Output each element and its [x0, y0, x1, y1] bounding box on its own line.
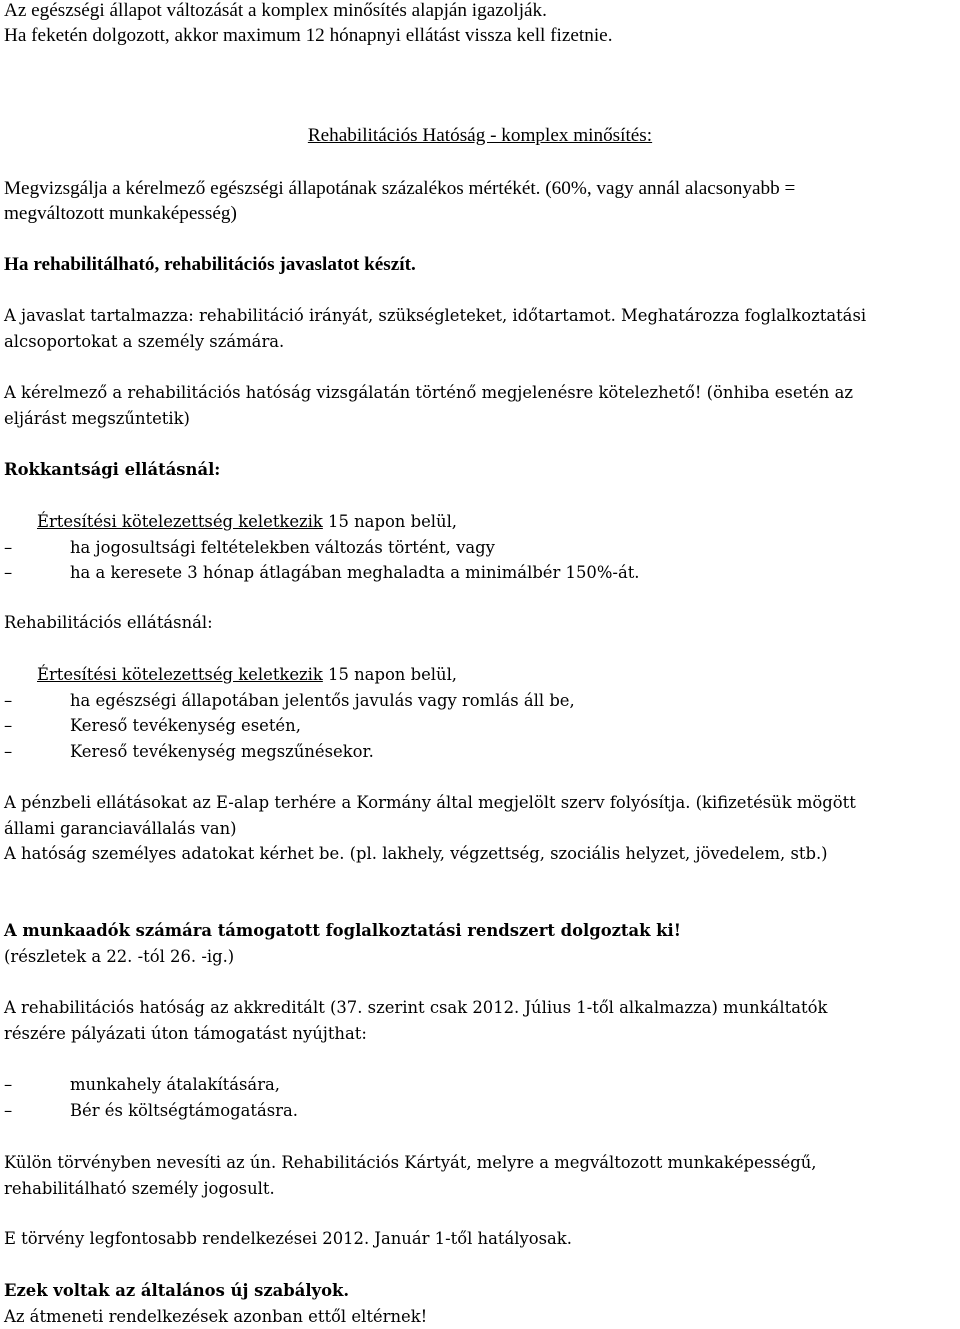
closing-bold: Ezek voltak az általános új szabályok.	[4, 1278, 956, 1304]
list-item	[4, 1072, 956, 1098]
list-item	[4, 739, 956, 765]
list-item-text: munkahely átalakítására,	[70, 1075, 280, 1094]
dash-marker: –	[4, 739, 12, 765]
disability-obligation-rest: 15 napon belül,	[323, 512, 457, 531]
rehab-obligation-rest: 15 napon belül,	[323, 665, 457, 684]
dash-marker: –	[4, 535, 12, 561]
appearance-line-2: eljárást megszűntetik)	[4, 406, 956, 432]
dash-marker: –	[4, 713, 12, 739]
list-item-text: Kereső tevékenység esetén,	[70, 716, 301, 735]
list-item-text: Kereső tevékenység megszűnésekor.	[70, 742, 374, 761]
intro-line-1: Az egészségi állapot változását a komplex minősítés alapján igazolják.	[4, 0, 956, 23]
appearance-line-1: A kérelmező a rehabilitációs hatóság vizsgálatán történő megjelenésre kötelezhető! (önhiba esetén az	[4, 380, 956, 406]
funding-line-1: A pénzbeli ellátásokat az E-alap terhére a Kormány által megjelölt szerv folyósítja. (kifizetésük mögött	[4, 790, 956, 816]
accredited-line-1: A rehabilitációs hatóság az akkreditált (37. szerint csak 2012. Július 1-től alkalmazza) munkáltatók	[4, 995, 956, 1021]
funding-line-3: A hatóság személyes adatokat kérhet be. (pl. lakhely, végzettség, szociális helyzet, jövedelem, stb.)	[4, 841, 956, 867]
card-line-2: rehabilitálható személy jogosult.	[4, 1176, 956, 1202]
funding-paragraph	[4, 790, 956, 867]
accredited-line-2: részére pályázati úton támogatást nyújthat:	[4, 1021, 956, 1047]
list-item-text: Bér és költségtámogatásra.	[70, 1101, 298, 1120]
disability-heading: Rokkantsági ellátásnál:	[4, 457, 956, 483]
rehab-proposal-block	[4, 252, 956, 277]
rehab-obligation	[4, 662, 956, 688]
effective-paragraph	[4, 1226, 956, 1252]
rehab-heading-block	[4, 610, 956, 636]
dash-marker: –	[4, 1072, 12, 1098]
list-item	[4, 560, 956, 586]
disability-list	[4, 509, 956, 586]
accredited-list	[4, 1072, 956, 1123]
list-item	[4, 713, 956, 739]
intro-paragraph	[4, 0, 956, 48]
employer-paragraph	[4, 918, 956, 969]
card-paragraph	[4, 1150, 956, 1201]
list-item	[4, 688, 956, 714]
dash-marker: –	[4, 1098, 12, 1124]
intro-line-2: Ha feketén dolgozott, akkor maximum 12 hónapnyi ellátást vissza kell fizetnie.	[4, 23, 956, 48]
list-item	[4, 535, 956, 561]
rehab-proposal-text: Ha rehabilitálható, rehabilitációs javaslatot készít.	[4, 252, 956, 277]
rehab-obligation-underlined: Értesítési kötelezettség keletkezik	[37, 665, 323, 684]
closing-paragraph	[4, 1278, 956, 1329]
disability-heading-block	[4, 457, 956, 483]
assessment-line-1: Megvizsgálja a kérelmező egészségi állapotának százalékos mértékét. (60%, vagy annál alacsonyabb =	[4, 176, 956, 201]
rehab-heading: Rehabilitációs ellátásnál:	[4, 610, 956, 636]
proposal-line-2: alcsoportokat a személy számára.	[4, 329, 956, 355]
list-item-text: ha jogosultsági feltételekben változás történt, vagy	[70, 538, 495, 557]
closing-note: Az átmeneti rendelkezések azonban ettől eltérnek!	[4, 1304, 956, 1329]
disability-obligation	[4, 509, 956, 535]
dash-marker: –	[4, 688, 12, 714]
appearance-paragraph	[4, 380, 956, 431]
effective-text: E törvény legfontosabb rendelkezései 2012. Január 1-től hatályosak.	[4, 1226, 956, 1252]
accredited-paragraph	[4, 995, 956, 1046]
assessment-paragraph	[4, 176, 956, 226]
dash-marker: –	[4, 560, 12, 586]
authority-heading: Rehabilitációs Hatóság - komplex minősítés:	[4, 123, 956, 148]
list-item	[4, 1098, 956, 1124]
rehab-list	[4, 662, 956, 764]
list-item-text: ha a keresete 3 hónap átlagában meghaladta a minimálbér 150%-át.	[70, 563, 640, 582]
disability-obligation-underlined: Értesítési kötelezettség keletkezik	[37, 512, 323, 531]
authority-heading-block	[4, 123, 956, 148]
assessment-line-2: megváltozott munkaképesség)	[4, 201, 956, 226]
funding-line-2: állami garanciavállalás van)	[4, 816, 956, 842]
employer-details: (részletek a 22. -tól 26. -ig.)	[4, 944, 956, 970]
list-item-text: ha egészségi állapotában jelentős javulás vagy romlás áll be,	[70, 691, 575, 710]
card-line-1: Külön törvényben nevesíti az ún. Rehabilitációs Kártyát, melyre a megváltozott munkaképességű,	[4, 1150, 956, 1176]
proposal-contents-paragraph	[4, 303, 956, 354]
proposal-line-1: A javaslat tartalmazza: rehabilitáció irányát, szükségleteket, időtartamot. Meghatározza foglalkoztatási	[4, 303, 956, 329]
employer-heading: A munkaadók számára támogatott foglalkoztatási rendszert dolgoztak ki!	[4, 918, 956, 944]
